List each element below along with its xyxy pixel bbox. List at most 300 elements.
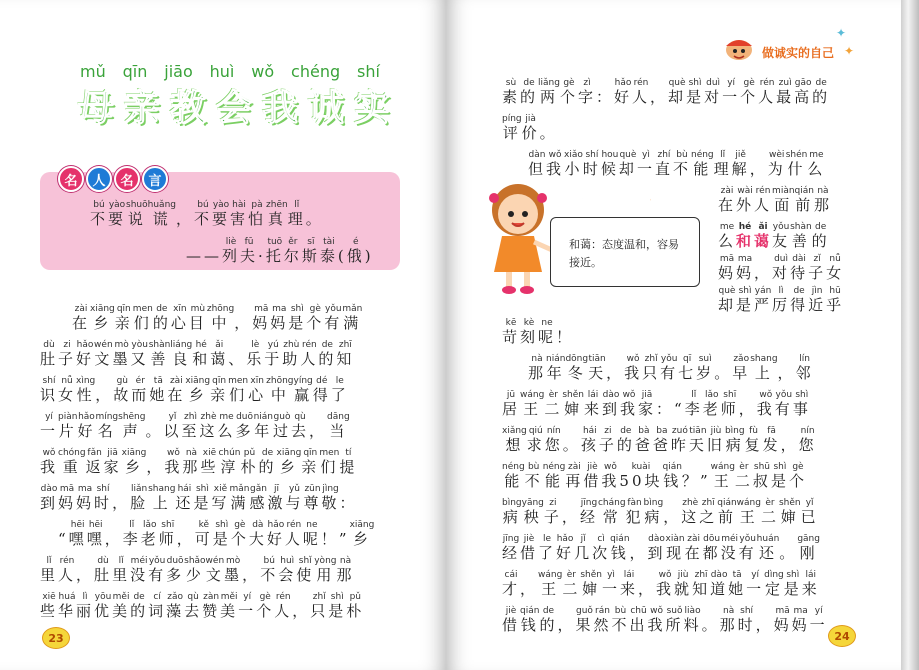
pinyin-annotation: dào — [40, 484, 59, 494]
ruby-char: 里lǐ — [40, 556, 59, 584]
ruby-char: 病bìng — [724, 426, 745, 454]
ruby-char: ： — [339, 494, 358, 512]
pinyin-annotation: qīn — [301, 448, 320, 458]
ruby-char: 想xiǎng — [502, 426, 527, 454]
pinyin-annotation: le — [330, 376, 349, 386]
ruby-char: 面miàn — [772, 186, 795, 214]
ruby-char: 心xīn — [170, 304, 189, 332]
pinyin-annotation: tí — [339, 448, 358, 458]
pinyin-annotation: de — [812, 78, 831, 88]
pinyin-annotation: zhù — [282, 340, 301, 350]
pinyin-annotation: zhǐ — [642, 354, 661, 364]
text-line — [502, 462, 807, 490]
ruby-char: 人rén — [284, 520, 303, 548]
pinyin-annotation: ma — [791, 606, 810, 616]
text-line — [502, 78, 830, 106]
pinyin-annotation: pǔ — [346, 592, 365, 602]
ruby-char: 重chóng — [58, 448, 86, 476]
pinyin-annotation: zàn — [202, 592, 221, 602]
ruby-char: 还hái — [175, 484, 194, 512]
text-line — [40, 340, 354, 368]
ruby-char: ， — [242, 566, 261, 584]
pinyin-annotation: ne — [302, 520, 321, 530]
pinyin-annotation: gè — [740, 78, 759, 88]
ruby-char: 中zhōng — [206, 304, 235, 332]
ruby-char: 几jǐ — [574, 534, 593, 562]
ruby-char: 于yú — [264, 340, 283, 368]
ruby-char: ， — [780, 436, 799, 454]
pinyin-annotation: zūn — [303, 484, 322, 494]
ruby-char: 二èr — [544, 390, 563, 418]
ruby-char: 有yǒu — [324, 304, 343, 332]
ruby-char: 的de — [539, 606, 558, 634]
ruby-char: 的de — [812, 78, 831, 106]
ruby-char: 求qiú — [526, 426, 545, 454]
ruby-char: 是shì — [193, 484, 212, 512]
ruby-char: 个gè — [256, 592, 275, 620]
pinyin-annotation: liào — [683, 606, 702, 616]
ruby-char: 王wáng — [710, 462, 735, 490]
ruby-char: 。 — [305, 210, 324, 228]
pinyin-annotation: hǎo — [76, 340, 95, 350]
pinyin-annotation: jià — [521, 114, 540, 124]
pinyin-annotation: hái — [580, 426, 599, 436]
pinyin-annotation: yǐ — [800, 498, 819, 508]
pinyin-annotation: yǒu — [148, 556, 167, 566]
pinyin-annotation: dào — [647, 534, 666, 544]
pinyin-annotation: shang — [750, 354, 778, 364]
pinyin-annotation: chún — [218, 448, 241, 458]
pinyin-annotation: rén — [274, 592, 293, 602]
pinyin-annotation: xiǎo — [564, 150, 583, 160]
ruby-char: 好hǎo — [77, 412, 96, 440]
pinyin-annotation: gè — [788, 462, 807, 472]
pinyin-annotation: ma — [736, 254, 755, 264]
ruby-char: 们men — [132, 304, 153, 332]
ruby-char: “ — [674, 400, 685, 418]
ruby-char: 赢yíng — [293, 376, 313, 404]
ruby-char: 是shì — [212, 520, 231, 548]
ruby-char: 至zhì — [181, 412, 200, 440]
ruby-char: 我wǒ — [647, 606, 666, 634]
ruby-char: 敬jìng — [321, 484, 340, 512]
ruby-char: 不bú — [193, 200, 212, 228]
ruby-char: 真zhēn — [266, 200, 288, 228]
pinyin-annotation: mǎn — [342, 304, 363, 314]
ruby-char: 借jiè — [583, 462, 602, 490]
ruby-char: 在zài — [718, 186, 737, 214]
pinyin-annotation: shì — [686, 78, 705, 88]
pinyin-annotation: qīn — [210, 376, 229, 386]
ruby-char: 妈mā — [58, 484, 77, 512]
ruby-char: ， — [557, 616, 576, 634]
pinyin-annotation: yòng — [314, 556, 337, 566]
ruby-char: 在zài — [167, 376, 186, 404]
ruby-char: 刻kè — [520, 318, 539, 346]
ruby-char: 一yì — [601, 570, 620, 598]
pinyin-annotation: hēi — [86, 520, 105, 530]
pinyin-annotation: yāng — [521, 498, 544, 508]
pinyin-annotation: jū — [502, 390, 520, 400]
ruby-char: 个gè — [306, 304, 325, 332]
ruby-char: 这zhè — [681, 498, 700, 526]
pinyin-annotation: me — [217, 412, 236, 422]
pinyin-annotation: suì — [696, 354, 715, 364]
ruby-char: 目mù — [188, 304, 207, 332]
pinyin-annotation: zǎo — [166, 592, 185, 602]
pinyin-annotation: lǐ — [287, 200, 306, 210]
text-line — [72, 304, 362, 332]
ruby-char: 提tí — [339, 448, 358, 476]
text-line — [718, 254, 844, 282]
pinyin-annotation: wǒ — [756, 390, 775, 400]
ruby-char: ， — [606, 364, 625, 382]
ruby-char: 解jiě — [731, 150, 750, 178]
pinyin-annotation: rén — [284, 520, 303, 530]
ruby-char: 时shí — [582, 150, 601, 178]
pinyin-annotation: bìng — [502, 498, 522, 508]
ruby-char: 心xīn — [248, 376, 267, 404]
pinyin-annotation: zì — [577, 78, 596, 88]
quote-badges — [58, 166, 168, 192]
ruby-char: 年nián — [253, 412, 274, 440]
pinyin-annotation: shì — [288, 304, 307, 314]
ruby-char: 乎hū — [826, 286, 845, 314]
pinyin-annotation: tā — [149, 376, 168, 386]
pinyin-annotation: cháng — [597, 498, 626, 508]
pinyin-annotation: lì — [772, 286, 791, 296]
pinyin-annotation: jiě — [731, 150, 750, 160]
pinyin-annotation: xiāng — [90, 304, 115, 314]
ruby-char: 朴pǔ — [346, 592, 365, 620]
ruby-char: 乡xiāng — [276, 448, 302, 476]
ruby-char: 在zài — [72, 304, 91, 332]
ruby-char: 友yǒu — [772, 222, 791, 250]
ruby-char: 些xiē — [40, 592, 59, 620]
pinyin-annotation: shàn — [790, 222, 812, 232]
pinyin-annotation: èr — [734, 462, 753, 472]
pinyin-annotation: lǐ — [40, 556, 59, 566]
pinyin-annotation: qù — [184, 592, 203, 602]
ruby-char: 又yòu — [130, 340, 149, 368]
pinyin-annotation: huì — [278, 556, 297, 566]
ruby-char: 女nǚ — [58, 376, 77, 404]
pinyin-annotation: shí — [40, 376, 58, 386]
ruby-char: 那nà — [813, 186, 832, 214]
ruby-char: 病bìng — [643, 498, 664, 526]
ruby-char: 却què — [718, 286, 737, 314]
pinyin-annotation: kè — [520, 318, 539, 328]
ruby-char: 和hé — [736, 222, 755, 250]
pinyin-annotation: zài — [684, 534, 703, 544]
quote-author — [186, 237, 374, 265]
pinyin-annotation: yí — [746, 570, 765, 580]
pinyin-annotation: zhè — [199, 412, 218, 422]
pinyin-annotation: jǐ — [574, 534, 593, 544]
pinyin-annotation: zhī — [336, 340, 355, 350]
pinyin-annotation: ne — [538, 318, 557, 328]
ruby-char: 还huán — [756, 534, 780, 562]
word-explanation-title — [568, 183, 666, 212]
pinyin-annotation: fàn — [625, 498, 644, 508]
ruby-char: 但dàn — [528, 150, 547, 178]
ruby-char: 斯sī — [301, 237, 320, 265]
ruby-char: 良liáng — [170, 340, 193, 368]
ruby-char: 词cí — [148, 592, 167, 620]
pinyin-annotation: fù — [744, 426, 763, 436]
ruby-char: 好hǎo — [266, 520, 285, 548]
ruby-char: 钱qián — [520, 606, 540, 634]
pinyin-annotation: shí — [94, 484, 113, 494]
ruby-char: ， — [95, 386, 114, 404]
pinyin-annotation: guǒ — [575, 606, 594, 616]
pinyin-annotation: lǐ — [122, 520, 141, 530]
ruby-char: 亲qīn — [301, 448, 320, 476]
ruby-char: 说shuō — [126, 200, 148, 228]
ruby-char: 能néng — [502, 462, 525, 490]
ruby-char: 使shǐ — [296, 556, 315, 584]
pinyin-annotation: què — [718, 286, 736, 296]
pinyin-annotation: men — [228, 376, 249, 386]
ruby-char: 时shí — [737, 606, 756, 634]
ruby-char: 复fù — [744, 426, 763, 454]
ruby-char: 价jià — [521, 114, 540, 142]
pinyin-annotation: wǒ — [647, 606, 666, 616]
ruby-char: 秧yāng — [521, 498, 544, 526]
pinyin-annotation: jīng — [502, 534, 521, 544]
pinyin-annotation: zài — [167, 376, 186, 386]
pinyin-annotation: gè — [256, 592, 275, 602]
text-line — [40, 376, 349, 404]
ruby-char: 呢ne — [302, 520, 321, 548]
ruby-char: 次cì — [592, 534, 611, 562]
pinyin-annotation: kē — [502, 318, 520, 328]
pinyin-annotation: shuō — [126, 200, 148, 210]
ruby-char: 那nà — [528, 354, 547, 382]
ruby-char: 感gǎn — [249, 484, 268, 512]
pinyin-annotation: yú — [264, 340, 283, 350]
pinyin-annotation: néng — [502, 462, 525, 472]
pinyin-annotation: me — [807, 150, 826, 160]
pinyin-annotation: ǎi — [210, 340, 229, 350]
ruby-char: 都dōu — [702, 534, 721, 562]
pinyin-annotation: jiā — [638, 390, 657, 400]
ruby-char: 那nà — [182, 448, 201, 476]
pinyin-annotation: sù — [502, 78, 520, 88]
text-line — [718, 286, 844, 314]
pinyin-annotation: hǎo — [556, 534, 575, 544]
ruby-char: 文wén — [94, 340, 113, 368]
ruby-char: ， — [754, 264, 773, 282]
ruby-char: 就jiù — [674, 570, 693, 598]
ruby-char: (俄)é — [337, 237, 374, 265]
ruby-char: 一yí — [722, 78, 741, 106]
ruby-char: 二èr — [562, 570, 581, 598]
text-line — [502, 390, 811, 418]
pinyin-annotation: míng — [95, 412, 119, 422]
ruby-char: 冬dōng — [565, 354, 589, 382]
pinyin-annotation: hēi — [68, 520, 87, 530]
ruby-char: 对duì — [772, 254, 791, 282]
ruby-char: 那nà — [719, 606, 738, 634]
text-line — [502, 606, 828, 634]
pinyin-annotation: mā — [773, 606, 792, 616]
ruby-char: 。 — [714, 364, 733, 382]
pinyin-annotation: méi — [720, 534, 739, 544]
ruby-char: 二èr — [734, 462, 753, 490]
pinyin-annotation: xiàn — [665, 534, 685, 544]
pinyin-annotation: yǔ — [285, 484, 304, 494]
pinyin-annotation: rén — [632, 78, 651, 88]
pinyin-annotation: xìng — [76, 376, 96, 386]
ruby-char: 素sù — [502, 78, 521, 106]
ruby-char: 然rán — [593, 606, 612, 634]
pinyin-annotation: gè — [306, 304, 325, 314]
ruby-char: 待dài — [790, 254, 809, 282]
pinyin-annotation: èr — [544, 390, 563, 400]
word-explanation-char: 解 — [620, 187, 640, 211]
ruby-char: 人rén — [754, 186, 773, 214]
ruby-char: 我wǒ — [164, 448, 183, 476]
ruby-char: 字zì — [577, 78, 596, 106]
pinyin-annotation: miàn — [772, 186, 795, 196]
text-line — [40, 484, 358, 512]
pinyin-annotation: bà — [634, 426, 653, 436]
ruby-char: 来lái — [801, 570, 820, 598]
quote-line — [90, 200, 324, 228]
pinyin-annotation: duō — [166, 556, 185, 566]
pinyin-annotation: nà — [528, 354, 547, 364]
ruby-char: 子zi — [543, 498, 562, 526]
ruby-char: 一yí — [40, 412, 59, 440]
ruby-char: 上shang — [148, 484, 176, 512]
pinyin-annotation: gāo — [794, 78, 813, 88]
ruby-char: 人rén — [300, 340, 319, 368]
ruby-char: 天tiān — [688, 426, 707, 454]
ruby-char: 没méi — [130, 556, 149, 584]
ruby-char: 藻zǎo — [166, 592, 185, 620]
ruby-char: 王wáng — [520, 390, 545, 418]
word-explanation-char: 语 — [594, 187, 614, 211]
pinyin-annotation: wén — [94, 340, 113, 350]
ruby-char: 直zhí — [654, 150, 673, 178]
ruby-char: 天tiān — [588, 354, 607, 382]
pinyin-annotation: mā — [718, 254, 737, 264]
pinyin-annotation: tuō — [265, 237, 284, 247]
quote-badge: 名 — [114, 166, 140, 192]
title-pinyin-syllable: jiāo — [164, 62, 193, 81]
ruby-char: “ — [58, 530, 69, 548]
pinyin-annotation: de — [520, 78, 539, 88]
pinyin-annotation: nà — [813, 186, 832, 196]
ruby-char: 她tā — [728, 570, 747, 598]
ruby-char: 的de — [152, 304, 171, 332]
pinyin-annotation: tiān — [588, 354, 607, 364]
ruby-char: 知zhī — [692, 570, 711, 598]
pinyin-annotation: gè — [230, 520, 249, 530]
page-edge — [901, 0, 919, 670]
ruby-char: ， — [755, 616, 774, 634]
pinyin-annotation: ér — [131, 376, 150, 386]
pinyin-annotation: píng — [502, 114, 522, 124]
pinyin-annotation: zǐ — [808, 254, 827, 264]
pinyin-annotation: bú — [90, 200, 109, 210]
ruby-char: 、 — [228, 350, 247, 368]
ruby-char: 知zhī — [336, 340, 355, 368]
ruby-char: 以yǐ — [163, 412, 182, 440]
ruby-char: 脸liǎn — [130, 484, 149, 512]
ruby-char: 上shang — [750, 354, 778, 382]
title-pinyin-syllable: mǔ — [80, 62, 106, 81]
ruby-char: 借jiè — [520, 534, 539, 562]
ruby-char: 乐lè — [246, 340, 265, 368]
ruby-char: 过guò — [273, 412, 292, 440]
pinyin-annotation: é — [337, 237, 374, 247]
pinyin-annotation: qián — [610, 534, 630, 544]
pinyin-annotation: dà — [248, 520, 267, 530]
page-number-left: 23 — [42, 627, 70, 649]
ruby-char: 岁suì — [696, 354, 715, 382]
pinyin-annotation: shì — [736, 286, 755, 296]
pinyin-annotation: de — [616, 426, 635, 436]
ruby-char: 定dìng — [764, 570, 784, 598]
ruby-char: 没méi — [720, 534, 739, 562]
pinyin-annotation: tā — [728, 570, 747, 580]
ruby-char: 候hou — [600, 150, 619, 178]
ruby-char: 有yǒu — [774, 390, 793, 418]
ruby-char: 爸ba — [652, 426, 671, 454]
ruby-char: 爸bà — [634, 426, 653, 454]
ruby-char: 朴pǔ — [240, 448, 259, 476]
pinyin-annotation: yí — [238, 592, 257, 602]
pinyin-annotation: yí — [809, 606, 828, 616]
pinyin-annotation: yǒu — [660, 354, 679, 364]
ruby-char: 乡xiāng — [349, 520, 375, 548]
ruby-char: 亲qīn — [210, 376, 229, 404]
ruby-char: 呢ne — [538, 318, 557, 346]
pinyin-annotation: ba — [652, 426, 671, 436]
ruby-char: 去qù — [184, 592, 203, 620]
pinyin-annotation: sī — [301, 237, 320, 247]
pinyin-annotation: nǚ — [58, 376, 77, 386]
pinyin-annotation: shǎo — [184, 556, 206, 566]
ruby-char: 有yǒu — [148, 556, 167, 584]
pinyin-annotation: de — [152, 304, 171, 314]
ruby-char: 是shì — [288, 304, 307, 332]
pinyin-annotation: zhōng — [266, 376, 294, 386]
pinyin-annotation: zuó — [670, 426, 689, 436]
pinyin-annotation: yíng — [293, 376, 313, 386]
pinyin-annotation: xiāng — [349, 520, 375, 530]
pinyin-annotation: měi — [220, 592, 239, 602]
ruby-char: 家jiā — [103, 448, 122, 476]
pinyin-annotation: dāng — [327, 412, 350, 422]
page-title: 母亲教会我诚实 — [78, 88, 401, 129]
pinyin-annotation: lǎo — [140, 520, 159, 530]
ruby-char: 果guǒ — [575, 606, 594, 634]
title-pinyin-syllable: chéng — [291, 62, 341, 81]
ruby-char: ， — [749, 160, 768, 178]
star-icon: ✦ — [844, 44, 855, 58]
ruby-char: 善shàn — [148, 340, 171, 368]
ruby-char: 借jiè — [502, 606, 521, 634]
pinyin-annotation: dìng — [764, 570, 784, 580]
ruby-char: 的de — [811, 222, 830, 250]
pinyin-annotation: hé — [736, 222, 755, 232]
pinyin-annotation: wáng — [520, 390, 545, 400]
pinyin-annotation: yí — [40, 412, 59, 422]
pinyin-annotation: yōu — [94, 592, 113, 602]
